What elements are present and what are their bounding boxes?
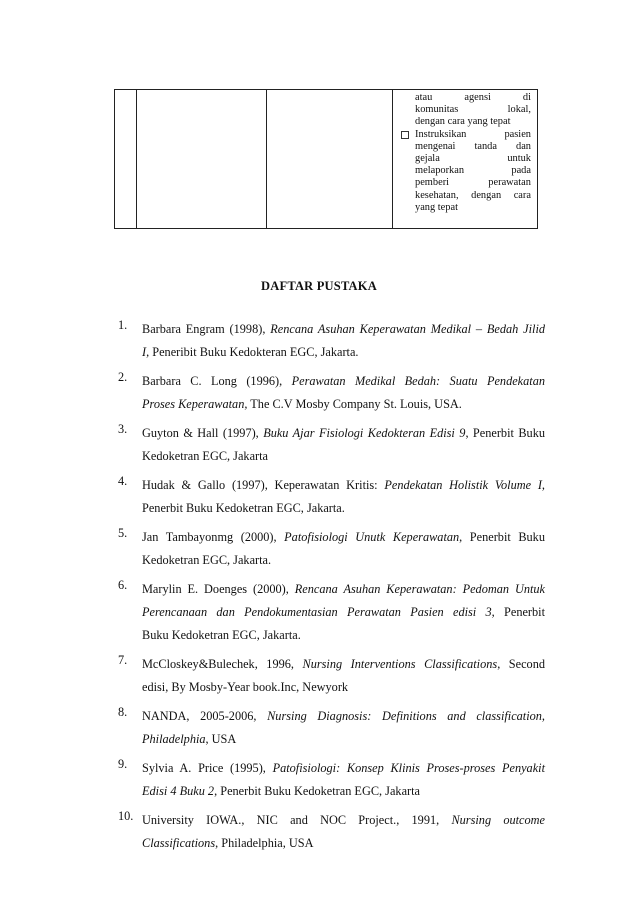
reference-title-text: Buku Ajar Fisiologi Kedokteran Edisi 9 <box>263 426 466 440</box>
text-line: Instruksikan pasien <box>415 128 531 140</box>
reference-item <box>118 474 545 520</box>
reference-title-text: Proses Keperawatan, <box>142 397 248 411</box>
reference-line <box>142 578 545 601</box>
table-col-goals <box>267 90 393 228</box>
reference-item <box>118 526 545 572</box>
reference-number: 5. <box>118 526 128 540</box>
reference-text: McCloskey&Bulechek, 1996, <box>142 657 303 671</box>
reference-line <box>142 341 545 364</box>
reference-number: 1. <box>118 318 128 332</box>
text-line: gejala untuk <box>415 153 531 165</box>
reference-title-text: Philadelphia <box>142 732 206 746</box>
reference-line <box>142 780 545 803</box>
intervention-table-fragment <box>114 89 538 229</box>
reference-text: Hudak & Gallo (1997), Keperawatan Kritis: <box>142 478 385 492</box>
bullet-text <box>415 129 531 214</box>
reference-text: Jan Tambayonmg (2000), <box>142 530 285 544</box>
reference-line <box>142 474 545 497</box>
reference-text: edisi, By Mosby-Year book.Inc, Newyork <box>142 680 349 694</box>
reference-number: 9. <box>118 757 128 771</box>
reference-line <box>142 497 545 520</box>
reference-text: Barbara Engram (1998), <box>142 322 271 336</box>
reference-text: Buku Kedoketran EGC, Jakarta. <box>142 628 301 642</box>
reference-line <box>142 809 545 832</box>
reference-line <box>142 705 545 728</box>
reference-title-text: Perencanaan dan Pendokumentasian Perawatan Pasien edisi 3, <box>142 605 495 619</box>
reference-text: Penerbit Buku Kedoketran EGC, Jakarta. <box>142 501 345 515</box>
reference-number: 2. <box>118 370 128 384</box>
text-line: mengenai tanda dan <box>415 140 531 152</box>
reference-line <box>142 624 545 647</box>
reference-title-text: Perawatan Medikal Bedah: Suatu Pendekatan <box>291 374 545 388</box>
table-col-number <box>115 90 137 228</box>
reference-line <box>142 676 545 699</box>
reference-line <box>142 526 545 549</box>
reference-title-text: Patofisiologi Unutk Keperawatan <box>284 530 460 544</box>
reference-title-text: Classifications <box>142 836 216 850</box>
reference-line <box>142 393 545 416</box>
reference-item <box>118 653 545 699</box>
reference-text: Guyton & Hall (1997), <box>142 426 264 440</box>
reference-item <box>118 705 545 751</box>
reference-text: , Penerbit Buku Kedoketran EGC, Jakarta <box>214 784 420 798</box>
reference-text: , Second <box>497 657 545 671</box>
reference-title-text: Rencana Asuhan Keperawatan: Pedoman Untuk <box>294 582 546 596</box>
reference-line <box>142 653 545 676</box>
reference-item <box>118 422 545 468</box>
reference-title-text: Nursing Interventions Classifications <box>302 657 498 671</box>
reference-title-text: Patofisiologi: Konsep Klinis Proses-proses Penyakit <box>272 761 545 775</box>
reference-line <box>142 445 545 468</box>
reference-line <box>142 832 545 855</box>
reference-text: , USA <box>205 732 237 746</box>
reference-number: 8. <box>118 705 128 719</box>
reference-item <box>118 578 545 647</box>
text-line: yang tepat <box>415 201 458 213</box>
table-col-interventions <box>393 90 537 228</box>
checkbox-bullet-icon <box>401 131 409 139</box>
reference-text: Barbara C. Long (1996), <box>142 374 292 388</box>
reference-text: Marylin E. Doenges (2000), <box>142 582 295 596</box>
reference-line <box>142 318 545 341</box>
reference-item <box>118 757 545 803</box>
text-line: kesehatan, dengan cara <box>415 189 531 201</box>
reference-text: Penerbit <box>494 605 546 619</box>
reference-text: , Penerbit Buku <box>465 426 545 440</box>
section-heading: DAFTAR PUSTAKA <box>261 279 377 293</box>
reference-number: 10. <box>118 809 134 823</box>
reference-line <box>142 422 545 445</box>
text-line: komunitas lokal, <box>415 104 531 116</box>
reference-item <box>118 370 545 416</box>
table-col-diagnosis <box>137 90 267 228</box>
text-line: dengan cara yang tepat <box>415 116 511 128</box>
reference-number: 6. <box>118 578 128 592</box>
reference-title-text: Pendekatan Holistik Volume I, <box>384 478 546 492</box>
reference-line <box>142 757 545 780</box>
reference-line <box>142 549 545 572</box>
reference-title-text: Rencana Asuhan Keperawatan Medikal – Bedah Jilid <box>270 322 546 336</box>
reference-line <box>142 728 545 751</box>
reference-list <box>118 318 545 861</box>
text-line: pemberi perawatan <box>415 177 531 189</box>
reference-text: Peneribit Buku Kedokteran EGC, Jakarta. <box>149 345 359 359</box>
reference-number: 4. <box>118 474 128 488</box>
reference-text: NANDA, 2005-2006, <box>142 709 268 723</box>
reference-title-text: Nursing Diagnosis: Definitions and classification, <box>267 709 546 723</box>
text-line: atau agensi di <box>415 92 531 103</box>
reference-line <box>142 370 545 393</box>
reference-line <box>142 601 545 624</box>
reference-text: The C.V Mosby Company St. Louis, USA. <box>247 397 462 411</box>
reference-title-text: I, <box>142 345 150 359</box>
reference-title-text: Edisi 4 Buku 2 <box>142 784 215 798</box>
reference-item <box>118 318 545 364</box>
continuation-text <box>401 92 531 129</box>
bullet-item <box>401 129 531 214</box>
reference-text: Sylvia A. Price (1995), <box>142 761 273 775</box>
reference-title-text: Nursing outcome <box>451 813 545 827</box>
reference-number: 7. <box>118 653 128 667</box>
reference-number: 3. <box>118 422 128 436</box>
reference-item <box>118 809 545 855</box>
reference-text: , Penerbit Buku <box>459 530 545 544</box>
text-line: melaporkan pada <box>415 165 531 177</box>
reference-text: Kedoketran EGC, Jakarta. <box>142 553 272 567</box>
reference-text: , Philadelphia, USA <box>215 836 314 850</box>
reference-text: University IOWA., NIC and NOC Project., 1991, <box>142 813 452 827</box>
reference-text: Kedoketran EGC, Jakarta <box>142 449 268 463</box>
